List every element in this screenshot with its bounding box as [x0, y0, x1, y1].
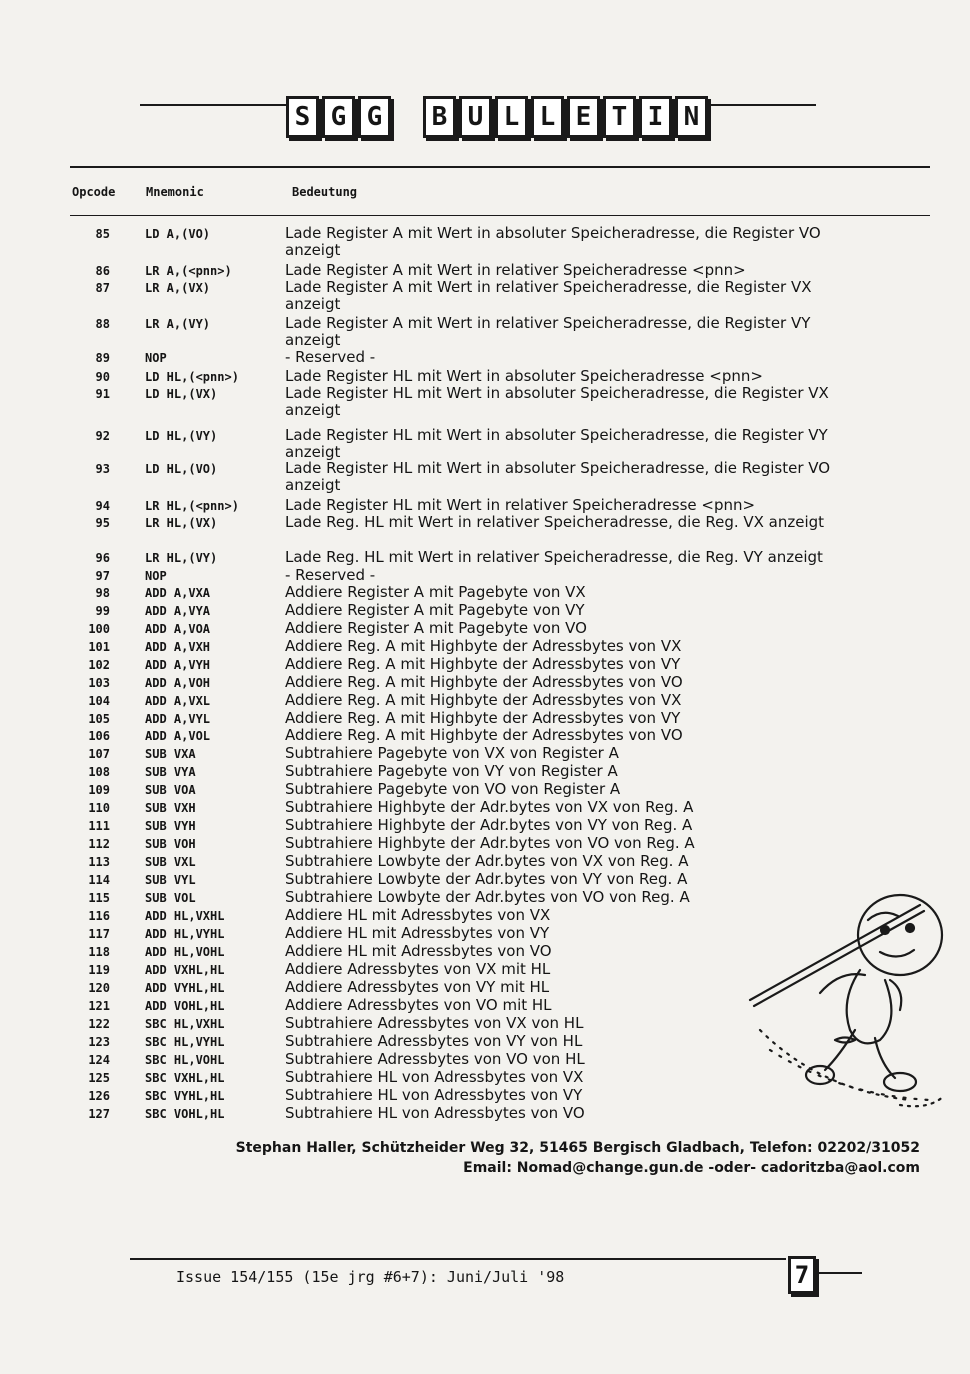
logo-letter: B — [423, 96, 456, 138]
mnemonic-cell: SBC HL,VYHL — [145, 1035, 225, 1049]
opcode-cell: 85 — [95, 227, 110, 241]
mnemonic-cell: SBC HL,VXHL — [145, 1017, 225, 1031]
opcode-cell: 94 — [95, 499, 110, 513]
mnemonic-cell: SUB VOL — [145, 891, 196, 905]
mnemonic-cell: NOP — [145, 351, 167, 365]
meaning-cell: - Reserved - — [285, 566, 376, 584]
meaning-cell: Addiere Register A mit Pagebyte von VY — [285, 601, 585, 619]
mnemonic-cell: LD HL,(VX) — [145, 387, 218, 401]
mnemonic-cell: LR A,(VX) — [145, 281, 211, 295]
table-header — [0, 180, 970, 204]
opcode-cell: 97 — [95, 569, 110, 583]
mnemonic-cell: ADD A,VYH — [145, 658, 211, 672]
meaning-cell: Addiere HL mit Adressbytes von VX — [285, 906, 551, 924]
mnemonic-cell: LR HL,(VY) — [145, 551, 218, 565]
footer-rule-left — [130, 1258, 786, 1260]
opcode-cell: 119 — [88, 963, 110, 977]
meaning-cell: Subtrahiere Lowbyte der Adr.bytes von VX von Reg. A — [285, 852, 689, 870]
sgg-bulletin-logo — [286, 96, 708, 138]
mnemonic-cell: ADD A,VXL — [145, 694, 211, 708]
meaning-cell: Subtrahiere Lowbyte der Adr.bytes von VY von Reg. A — [285, 870, 688, 888]
mnemonic-cell: NOP — [145, 569, 167, 583]
meaning-cell: Addiere Adressbytes von VO mit HL — [285, 996, 552, 1014]
opcode-cell: 109 — [88, 783, 110, 797]
meaning-cell: Subtrahiere HL von Adressbytes von VO — [285, 1104, 585, 1122]
meaning-cell: Addiere Reg. A mit Highbyte der Adressbytes von VO — [285, 673, 683, 691]
opcode-cell: 101 — [88, 640, 110, 654]
page-number: 7 — [788, 1256, 816, 1294]
opcode-cell: 122 — [88, 1017, 110, 1031]
meaning-cell: Lade Reg. HL mit Wert in relativer Speicheradresse, die Reg. VY anzeigt — [285, 548, 823, 566]
mnemonic-cell: SUB VYL — [145, 873, 196, 887]
meaning-cell: Subtrahiere Pagebyte von VO von Register A — [285, 780, 621, 798]
opcode-cell: 120 — [88, 981, 110, 995]
mnemonic-cell: ADD A,VOH — [145, 676, 211, 690]
mnemonic-cell: ADD VYHL,HL — [145, 981, 225, 995]
logo-letter: G — [322, 96, 355, 138]
opcode-cell: 117 — [88, 927, 110, 941]
meaning-cell: Subtrahiere Adressbytes von VX von HL — [285, 1014, 584, 1032]
logo-letter: U — [459, 96, 492, 138]
logo-letter: L — [531, 96, 564, 138]
opcode-cell: 114 — [88, 873, 110, 887]
opcode-cell: 105 — [88, 712, 110, 726]
opcode-cell: 115 — [88, 891, 110, 905]
meaning-cell: Subtrahiere Lowbyte der Adr.bytes von VO von Reg. A — [285, 888, 690, 906]
meaning-cell: Addiere Register A mit Pagebyte von VO — [285, 619, 587, 637]
meaning-cell: Lade Register HL mit Wert in relativer Speicheradresse <pnn> — [285, 496, 756, 514]
opcode-cell: 95 — [95, 516, 110, 530]
meaning-cell: Addiere Adressbytes von VY mit HL — [285, 978, 550, 996]
header-rule-left — [140, 104, 288, 106]
mnemonic-cell: LR HL,(VX) — [145, 516, 218, 530]
opcode-cell: 118 — [88, 945, 110, 959]
table-header-rule — [70, 215, 930, 216]
mnemonic-cell: LR A,(<pnn>) — [145, 264, 232, 278]
opcode-cell: 121 — [88, 999, 110, 1013]
meaning-cell: Lade Reg. HL mit Wert in relativer Speicheradresse, die Reg. VX anzeigt — [285, 513, 825, 531]
opcode-cell: 111 — [88, 819, 110, 833]
meaning-cell: Lade Register HL mit Wert in absoluter Speicheradresse, die Register VO anzeigt — [285, 459, 831, 494]
meaning-cell: Subtrahiere Pagebyte von VX von Register A — [285, 744, 619, 762]
mnemonic-cell: ADD A,VYA — [145, 604, 211, 618]
mnemonic-cell: LR HL,(<pnn>) — [145, 499, 239, 513]
opcode-cell: 86 — [95, 264, 110, 278]
issue-info: Issue 154/155 (15e jrg #6+7): Juni/Juli '98 — [176, 1268, 565, 1286]
mnemonic-cell: ADD A,VXA — [145, 586, 211, 600]
mnemonic-cell: LD HL,(VY) — [145, 429, 218, 443]
mnemonic-cell: LR A,(VY) — [145, 317, 211, 331]
opcode-cell: 96 — [95, 551, 110, 565]
author-contact: Stephan Haller, Schützheider Weg 32, 51465 Bergisch Gladbach, Telefon: 02202/31052 — [235, 1140, 920, 1156]
meaning-cell: Lade Register A mit Wert in relativer Speicheradresse, die Register VX anzeigt — [285, 278, 812, 313]
mnemonic-cell: ADD VXHL,HL — [145, 963, 225, 977]
mnemonic-cell: LD HL,(<pnn>) — [145, 370, 239, 384]
logo-letter: I — [639, 96, 672, 138]
mnemonic-cell: SUB VYA — [145, 765, 196, 779]
mnemonic-cell: LD HL,(VO) — [145, 462, 218, 476]
email-contact: Email: Nomad@change.gun.de -oder- cadoritzba@aol.com — [463, 1160, 920, 1176]
logo-letter: S — [286, 96, 319, 138]
mnemonic-cell: SUB VXL — [145, 855, 196, 869]
opcode-cell: 125 — [88, 1071, 110, 1085]
meaning-cell: Lade Register A mit Wert in relativer Speicheradresse <pnn> — [285, 261, 746, 279]
mnemonic-cell: ADD HL,VOHL — [145, 945, 225, 959]
logo-letter: N — [675, 96, 708, 138]
column-header-opcode: Opcode — [72, 185, 116, 199]
mnemonic-cell: ADD VOHL,HL — [145, 999, 225, 1013]
meaning-cell: Addiere Register A mit Pagebyte von VX — [285, 583, 586, 601]
mnemonic-cell: SBC HL,VOHL — [145, 1053, 225, 1067]
mnemonic-cell: SUB VOA — [145, 783, 196, 797]
opcode-cell: 126 — [88, 1089, 110, 1103]
opcode-cell: 99 — [95, 604, 110, 618]
meaning-cell: Lade Register HL mit Wert in absoluter Speicheradresse <pnn> — [285, 367, 763, 385]
opcode-cell: 93 — [95, 462, 110, 476]
meaning-cell: Subtrahiere Highbyte der Adr.bytes von VO von Reg. A — [285, 834, 695, 852]
mnemonic-cell: ADD HL,VYHL — [145, 927, 225, 941]
opcode-cell: 104 — [88, 694, 110, 708]
meaning-cell: Subtrahiere Highbyte der Adr.bytes von VX von Reg. A — [285, 798, 694, 816]
meaning-cell: Addiere HL mit Adressbytes von VY — [285, 924, 550, 942]
meaning-cell: Addiere Reg. A mit Highbyte der Adressbytes von VO — [285, 726, 683, 744]
mnemonic-cell: ADD A,VXH — [145, 640, 211, 654]
mnemonic-cell: ADD A,VOA — [145, 622, 211, 636]
opcode-cell: 92 — [95, 429, 110, 443]
mnemonic-cell: ADD A,VOL — [145, 729, 211, 743]
meaning-cell: Subtrahiere Adressbytes von VY von HL — [285, 1032, 583, 1050]
opcode-cell: 102 — [88, 658, 110, 672]
opcode-cell: 100 — [88, 622, 110, 636]
opcode-cell: 112 — [88, 837, 110, 851]
mnemonic-cell: SBC VYHL,HL — [145, 1089, 225, 1103]
column-header-mnemonic: Mnemonic — [146, 185, 204, 199]
meaning-cell: Subtrahiere Highbyte der Adr.bytes von VY von Reg. A — [285, 816, 693, 834]
meaning-cell: Lade Register A mit Wert in relativer Speicheradresse, die Register VY anzeigt — [285, 314, 811, 349]
meaning-cell: Addiere Reg. A mit Highbyte der Adressbytes von VY — [285, 655, 681, 673]
meaning-cell: Addiere Adressbytes von VX mit HL — [285, 960, 551, 978]
opcode-cell: 98 — [95, 586, 110, 600]
opcode-cell: 107 — [88, 747, 110, 761]
column-header-meaning: Bedeutung — [292, 185, 358, 199]
meaning-cell: - Reserved - — [285, 348, 376, 366]
logo-letter: E — [567, 96, 600, 138]
mnemonic-cell: SUB VXA — [145, 747, 196, 761]
meaning-cell: Subtrahiere Adressbytes von VO von HL — [285, 1050, 585, 1068]
meaning-cell: Subtrahiere Pagebyte von VY von Register A — [285, 762, 618, 780]
mnemonic-cell: ADD A,VYL — [145, 712, 211, 726]
mnemonic-cell: LD A,(VO) — [145, 227, 211, 241]
opcode-cell: 87 — [95, 281, 110, 295]
meaning-cell: Lade Register HL mit Wert in absoluter Speicheradresse, die Register VX anzeigt — [285, 384, 829, 419]
logo-letter: T — [603, 96, 636, 138]
opcode-cell: 89 — [95, 351, 110, 365]
mnemonic-cell: SBC VOHL,HL — [145, 1107, 225, 1121]
meaning-cell: Addiere Reg. A mit Highbyte der Adressbytes von VY — [285, 709, 681, 727]
meaning-cell: Lade Register A mit Wert in absoluter Speicheradresse, die Register VO anzeigt — [285, 224, 821, 259]
logo-letter: G — [358, 96, 391, 138]
meaning-cell: Addiere Reg. A mit Highbyte der Adressbytes von VX — [285, 637, 682, 655]
meaning-cell: Addiere HL mit Adressbytes von VO — [285, 942, 552, 960]
meaning-cell: Subtrahiere HL von Adressbytes von VX — [285, 1068, 584, 1086]
opcode-cell: 90 — [95, 370, 110, 384]
footer-rule-right — [814, 1272, 862, 1274]
opcode-cell: 103 — [88, 676, 110, 690]
opcode-cell: 113 — [88, 855, 110, 869]
mascot-illustration — [740, 880, 960, 1130]
mnemonic-cell: SUB VOH — [145, 837, 196, 851]
opcode-cell: 88 — [95, 317, 110, 331]
opcode-cell: 108 — [88, 765, 110, 779]
opcode-cell: 124 — [88, 1053, 110, 1067]
opcode-cell: 110 — [88, 801, 110, 815]
page-header — [0, 0, 970, 180]
mnemonic-cell: ADD HL,VXHL — [145, 909, 225, 923]
mnemonic-cell: SUB VXH — [145, 801, 196, 815]
mnemonic-cell: SUB VYH — [145, 819, 196, 833]
opcode-cell: 116 — [88, 909, 110, 923]
opcode-cell: 123 — [88, 1035, 110, 1049]
header-bottom-rule — [70, 166, 930, 168]
logo-letter: L — [495, 96, 528, 138]
meaning-cell: Lade Register HL mit Wert in absoluter Speicheradresse, die Register VY anzeigt — [285, 426, 828, 461]
opcode-cell: 91 — [95, 387, 110, 401]
opcode-cell: 106 — [88, 729, 110, 743]
mnemonic-cell: SBC VXHL,HL — [145, 1071, 225, 1085]
opcode-cell: 127 — [88, 1107, 110, 1121]
meaning-cell: Subtrahiere HL von Adressbytes von VY — [285, 1086, 583, 1104]
meaning-cell: Addiere Reg. A mit Highbyte der Adressbytes von VX — [285, 691, 682, 709]
